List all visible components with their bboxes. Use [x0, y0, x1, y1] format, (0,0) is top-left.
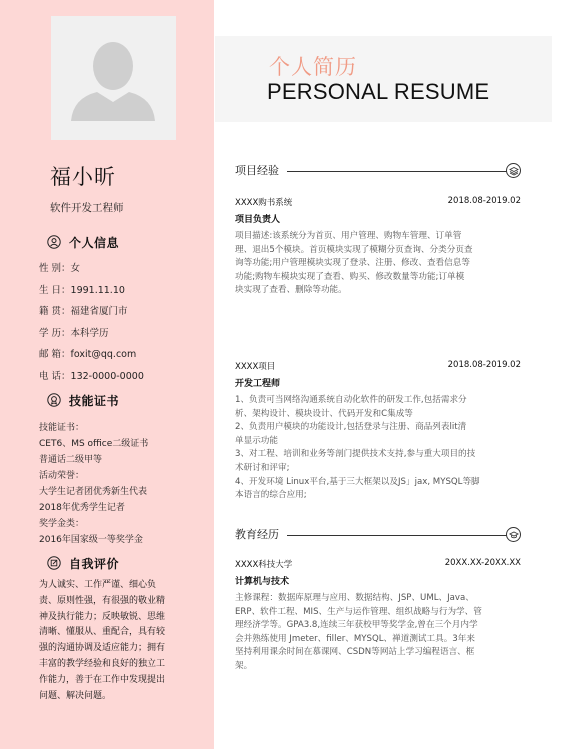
project-description [235, 394, 521, 503]
text-line: 神及执行能力；反映敏锐、思维 [39, 611, 166, 622]
list-item: 大学生记者团优秀新生代表 [39, 487, 148, 497]
text-line: 4、开发环境 Linux平台,基于三大框架以及JS」jax, MYSQL等脚 [235, 476, 480, 487]
avatar [51, 16, 176, 140]
text-line: 坚持利用课余时间在慕课网、CSDN等网站上学习编程语言、框 [235, 647, 475, 658]
certificates-list [39, 420, 207, 548]
section-personal-info [47, 233, 119, 251]
person-silhouette-icon [51, 16, 176, 140]
project-description [235, 230, 521, 298]
divider [287, 535, 509, 536]
text-line: 丰富的教学经验和良好的独立工 [39, 658, 166, 669]
section-label: 项目经验 [235, 162, 282, 178]
text-line: 作能力，善于在工作中发现提出 [39, 674, 166, 685]
resume-title-cn: 个人简历 [269, 55, 357, 79]
list-item: 奖学金类： [39, 519, 85, 529]
info-phone: 电 话：132-0000-0000 [39, 370, 144, 382]
layers-icon [506, 163, 521, 178]
self-evaluation-text [39, 578, 207, 704]
text-line: 架。 [235, 660, 253, 671]
text-line: 责、原则性强，有很强的敬业精 [39, 595, 166, 606]
text-line: 3、对工程、培训和业务等剖门提供技术支持,参与重大项目的技 [235, 449, 476, 460]
info-education: 学 历：本科学历 [39, 327, 109, 339]
education-description [235, 592, 521, 674]
text-line: 1、负责可当网络沟通系统自动化软件的研发工作,包括需求分 [235, 395, 467, 405]
section-skills [47, 391, 119, 409]
project-role: 项目负责人 [235, 215, 281, 225]
certificate-icon [47, 393, 61, 407]
edit-icon [47, 556, 61, 570]
text-line: 2、负责用户模块的功能设计,包括登录与注册、商品列表lit清 [235, 422, 467, 433]
user-icon [47, 235, 61, 249]
text-line: 会并熟练使用 Jmeter、filler、MYSQL、禅道测试工具。3年来 [235, 633, 475, 644]
list-item: 活动荣誉： [39, 471, 85, 481]
divider [287, 171, 509, 172]
text-line: 本语言的综合应用; [235, 490, 307, 501]
info-hometown: 籍 贯：福建省厦门市 [39, 306, 128, 318]
section-label: 技能证书 [69, 393, 120, 408]
text-line: 项目描述:该系统分为首页、用户管理、购物车管理、订单管 [235, 231, 462, 241]
section-label: 个人信息 [69, 235, 120, 250]
section-education [235, 526, 521, 542]
major: 计算机与技术 [235, 577, 290, 587]
section-project-experience [235, 162, 521, 178]
list-item: 技能证书： [39, 423, 85, 433]
text-line: 析、架构设计、模块设计、代码开发和C集成等 [235, 408, 413, 419]
text-line: 强的沟通协调及适应能力；拥有 [39, 643, 166, 654]
text-line: 单显示功能 [235, 435, 278, 446]
text-line: 清晰、懂服从、重配合，具有较 [39, 627, 166, 638]
info-email: 邮 箱：foxit@qq.com [39, 349, 137, 361]
text-line: 问题、解决问题。 [39, 690, 112, 701]
resume-title-en: PERSONAL RESUME [267, 79, 490, 104]
text-line: 询等功能;用户管理模块实现了登录、注册、修改、查看信息等 [235, 258, 470, 269]
graduation-cap-icon [506, 527, 521, 542]
project-header [235, 196, 521, 208]
text-line: ERP、软件工程、MIS、生产与运作管理、组织战略与行为学、管 [235, 606, 482, 617]
list-item: CET6、MS office二级证书 [39, 439, 149, 449]
education-header [235, 558, 521, 570]
section-label: 教育经历 [235, 526, 282, 542]
section-label: 自我评价 [69, 556, 120, 571]
text-line: 理、退出5个模块。首页模块实现了模糊分页查询、分类分页查 [235, 244, 473, 255]
project-name: XXXX项目 [235, 362, 276, 372]
project-role: 开发工程师 [235, 379, 281, 389]
project-name: XXXX购书系统 [235, 198, 293, 208]
list-item: 2018年优秀学生记者 [39, 503, 125, 513]
text-line: 为人诚实、工作严谨、细心负 [39, 580, 157, 590]
project-header [235, 360, 521, 372]
info-gender: 性 别：女 [39, 263, 81, 274]
job-title: 软件开发工程师 [50, 202, 124, 214]
section-self-evaluation [47, 554, 119, 572]
project-date: 2018.08-2019.02 [447, 360, 521, 370]
school-name: XXXX科技大学 [235, 560, 293, 570]
text-line: 术研讨和评审; [235, 462, 290, 473]
list-item: 普通话二级甲等 [39, 455, 103, 465]
text-line: 功能;购物车模块实现了查看、购买、修改数量等功能;订单模 [235, 271, 465, 282]
info-birthday: 生 日：1991.11.10 [39, 284, 125, 296]
text-line: 块实现了查看、删除等功能。 [235, 285, 347, 296]
project-date: 2018.08-2019.02 [447, 196, 521, 206]
list-item: 2016年国家级一等奖学金 [39, 535, 143, 545]
text-line: 理经济学等。GPA3.8,连续三年获校甲等奖学金,曾在三个月内学 [235, 620, 478, 631]
personal-info-list [39, 263, 144, 393]
person-name: 福小昕 [50, 165, 116, 189]
text-line: 主修课程：数据库原理与应用、数据结构、JSP、UML、Java、 [235, 593, 474, 603]
education-date: 20XX.XX-20XX.XX [444, 558, 521, 568]
